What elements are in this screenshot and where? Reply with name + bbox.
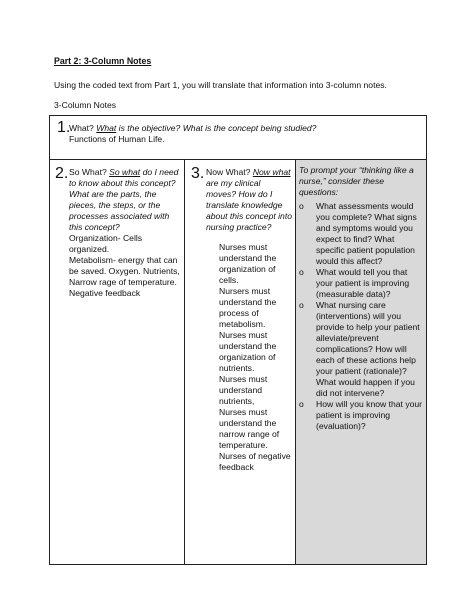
hollow-bullet-icon: o bbox=[299, 399, 304, 409]
notes-row-what bbox=[49, 115, 427, 160]
column-divider-1 bbox=[184, 159, 185, 565]
now-what-answer-6: Nurses of negative feedback bbox=[219, 451, 291, 472]
now-what-prompt: Now What? Now what are my clinical moves? How do I translate knowledge about this concept into nursing practice? bbox=[206, 167, 292, 232]
section-label: 3-Column Notes bbox=[54, 100, 117, 110]
row1-answer: Functions of Human Life. bbox=[69, 134, 165, 144]
nursing-questions-list bbox=[299, 201, 423, 432]
so-what-answer-3: Narrow rage of temperature. bbox=[69, 277, 177, 287]
so-what-prompt: So What? So what do I need to know about this concept? What are the parts, the pieces, the steps, or the processes associated with this concept? bbox=[69, 167, 179, 232]
so-what-column bbox=[69, 167, 181, 299]
column-number-2: 2. bbox=[55, 165, 69, 182]
column-divider-2 bbox=[295, 159, 296, 565]
list-item: o What nursing care (interventions) will you provide to help your patient alleviate/prevent complications? How will each of these actions help your patient (rationale)? What would happen if you did not intervene? bbox=[299, 300, 420, 398]
now-what-answer-4: Nurses must understand nutrients, bbox=[219, 374, 268, 406]
now-what-answers bbox=[219, 242, 293, 473]
list-item: o How will you know that your patient is improving (evaluation)? bbox=[299, 399, 423, 431]
intro-text: Using the coded text from Part 1, you will translate that information into 3-column notes. bbox=[54, 80, 387, 90]
nursing-prompts-intro: To prompt your “thinking like a nurse,” consider these questions: bbox=[299, 165, 414, 197]
nursing-prompts-column bbox=[299, 165, 423, 432]
row1-prompt: What? What is the objective? What is the concept being studied? bbox=[69, 123, 317, 133]
so-what-answer-2: Metabolism- energy that can be saved. Oxygen. Nutrients, bbox=[69, 255, 180, 276]
row-number-1: 1. bbox=[57, 119, 71, 136]
list-item: o What assessments would you complete? What signs and symptoms would you expect to find? What specific patient population would this affect? bbox=[299, 201, 417, 266]
hollow-bullet-icon: o bbox=[299, 267, 304, 277]
part-title: Part 2: 3-Column Notes bbox=[54, 56, 152, 66]
column-number-3: 3. bbox=[191, 165, 205, 182]
so-what-answer-1: Organization- Cells organized. bbox=[69, 233, 143, 254]
so-what-answer-4: Negative feedback bbox=[69, 288, 141, 298]
hollow-bullet-icon: o bbox=[299, 300, 304, 310]
now-what-answer-2: Nursers must understand the process of metabolism. bbox=[219, 286, 277, 329]
now-what-answer-3: Nurses must understand the organization of nutrients. bbox=[219, 330, 277, 373]
hollow-bullet-icon: o bbox=[299, 201, 304, 211]
now-what-answer-1: Nurses must understand the organization of cells. bbox=[219, 242, 277, 285]
now-what-answer-5: Nurses must understand the narrow range of temperature. bbox=[219, 407, 280, 450]
list-item: o What would tell you that your patient is improving (measurable data)? bbox=[299, 267, 410, 299]
